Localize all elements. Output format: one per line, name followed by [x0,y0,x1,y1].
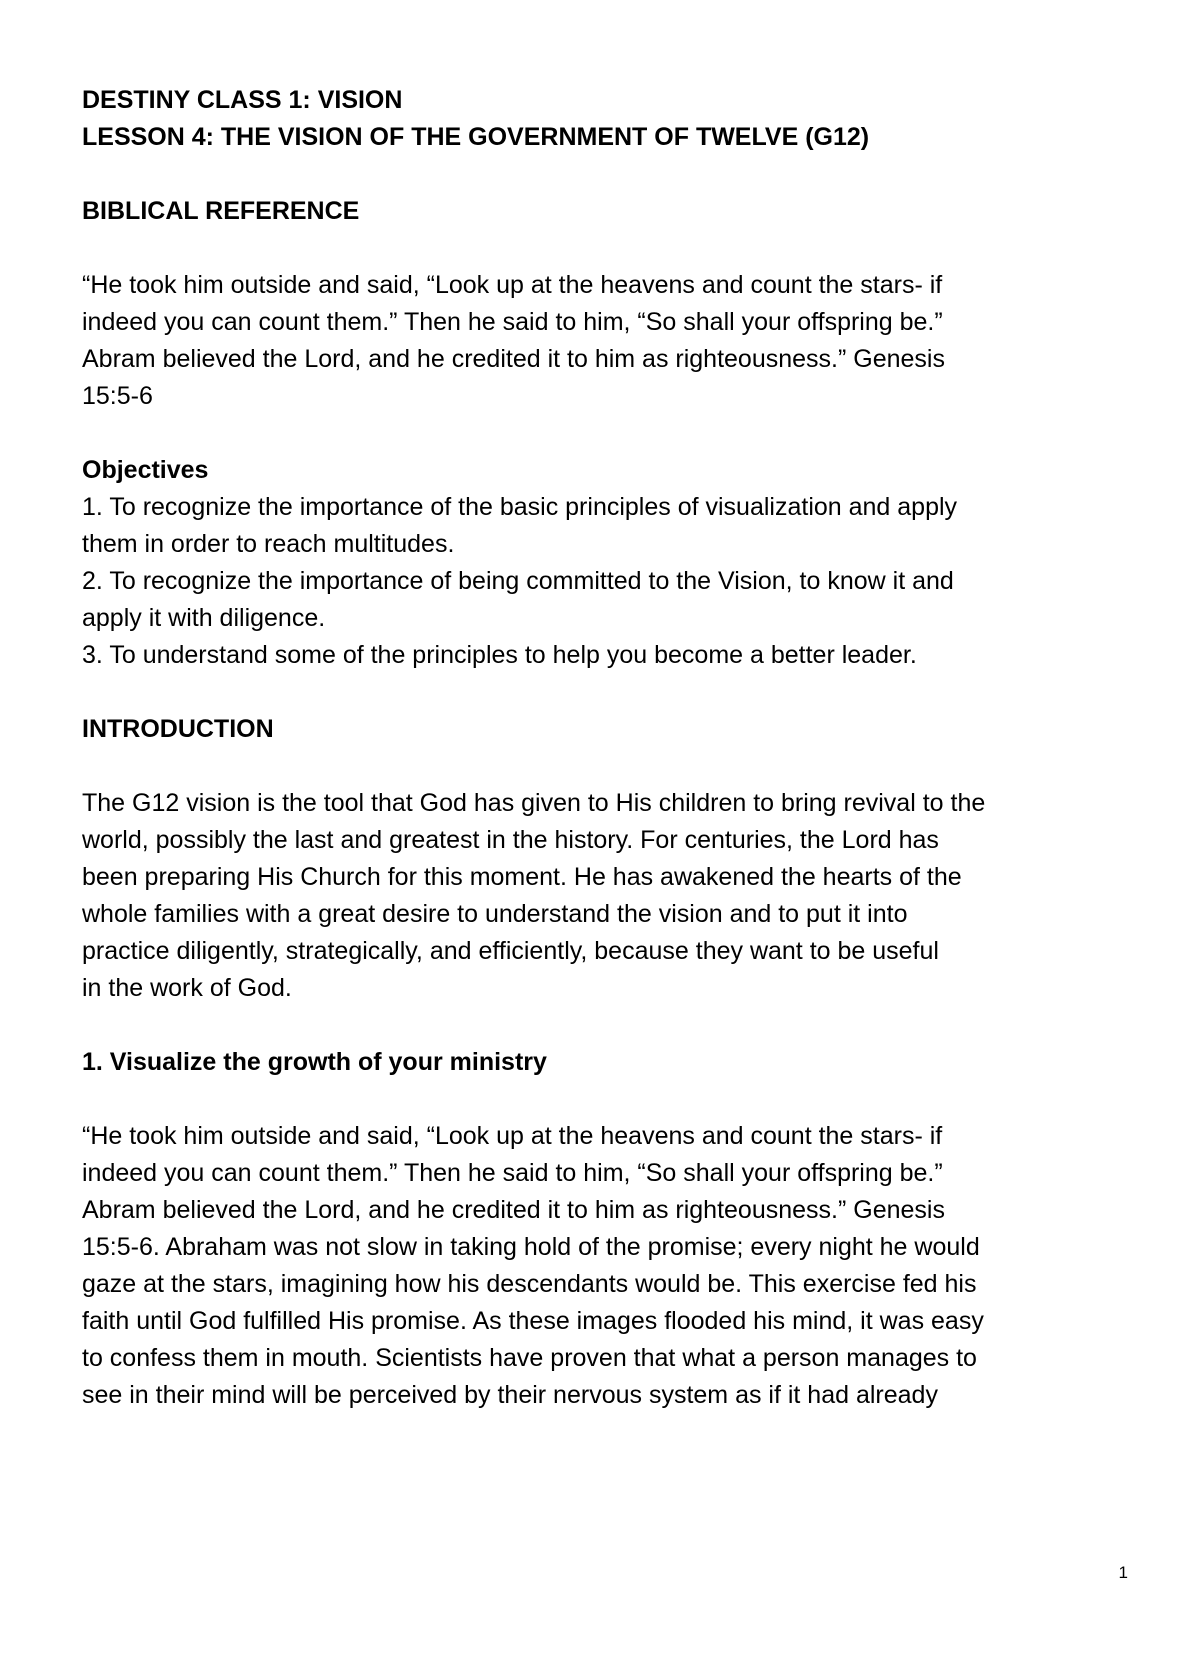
objective-line: them in order to reach multitudes. [82,530,455,558]
paragraph-line: The G12 vision is the tool that God has given to His children to bring revival to the [82,789,986,817]
introduction-heading: INTRODUCTION [82,715,274,743]
paragraph-line: been preparing His Church for this moment. He has awakened the hearts of the [82,863,962,891]
paragraph-line: faith until God fulfilled His promise. As these images flooded his mind, it was easy [82,1307,984,1335]
objective-line: 2. To recognize the importance of being committed to the Vision, to know it and [82,567,954,595]
section-1-paragraph [82,1118,1132,1414]
objective-line: 3. To understand some of the principles to help you become a better leader. [82,641,917,669]
introduction-paragraph [82,785,1132,1007]
quote-line: Abram believed the Lord, and he credited it to him as righteousness.” Genesis [82,345,945,373]
biblical-reference-heading: BIBLICAL REFERENCE [82,197,360,225]
paragraph-line: whole families with a great desire to understand the vision and to put it into [82,900,908,928]
biblical-reference-quote [82,267,1132,415]
page-number: 1 [1118,1563,1128,1582]
paragraph-line: world, possibly the last and greatest in the history. For centuries, the Lord has [82,826,939,854]
lesson-title: LESSON 4: THE VISION OF THE GOVERNMENT OF TWELVE (G12) [82,123,870,151]
objectives-heading: Objectives [82,456,209,484]
quote-line: “He took him outside and said, “Look up at the heavens and count the stars- if [82,271,943,299]
objectives-list [82,489,1132,674]
document-body [82,82,1132,1414]
paragraph-line: to confess them in mouth. Scientists have proven that what a person manages to [82,1344,977,1372]
objective-line: 1. To recognize the importance of the basic principles of visualization and apply [82,493,958,521]
objective-line: apply it with diligence. [82,604,326,632]
quote-line: indeed you can count them.” Then he said to him, “So shall your offspring be.” [82,308,943,336]
paragraph-line: indeed you can count them.” Then he said to him, “So shall your offspring be.” [82,1159,943,1187]
paragraph-line: 15:5-6. Abraham was not slow in taking hold of the promise; every night he would [82,1233,980,1261]
paragraph-line: in the work of God. [82,974,292,1002]
paragraph-line: “He took him outside and said, “Look up at the heavens and count the stars- if [82,1122,943,1150]
paragraph-line: Abram believed the Lord, and he credited it to him as righteousness.” Genesis [82,1196,945,1224]
paragraph-line: see in their mind will be perceived by their nervous system as if it had already [82,1381,938,1409]
paragraph-line: practice diligently, strategically, and efficiently, because they want to be useful [82,937,939,965]
section-1-heading: 1. Visualize the growth of your ministry [82,1048,547,1076]
paragraph-line: gaze at the stars, imagining how his descendants would be. This exercise fed his [82,1270,977,1298]
class-title: DESTINY CLASS 1: VISION [82,86,403,114]
quote-line: 15:5-6 [82,382,153,410]
